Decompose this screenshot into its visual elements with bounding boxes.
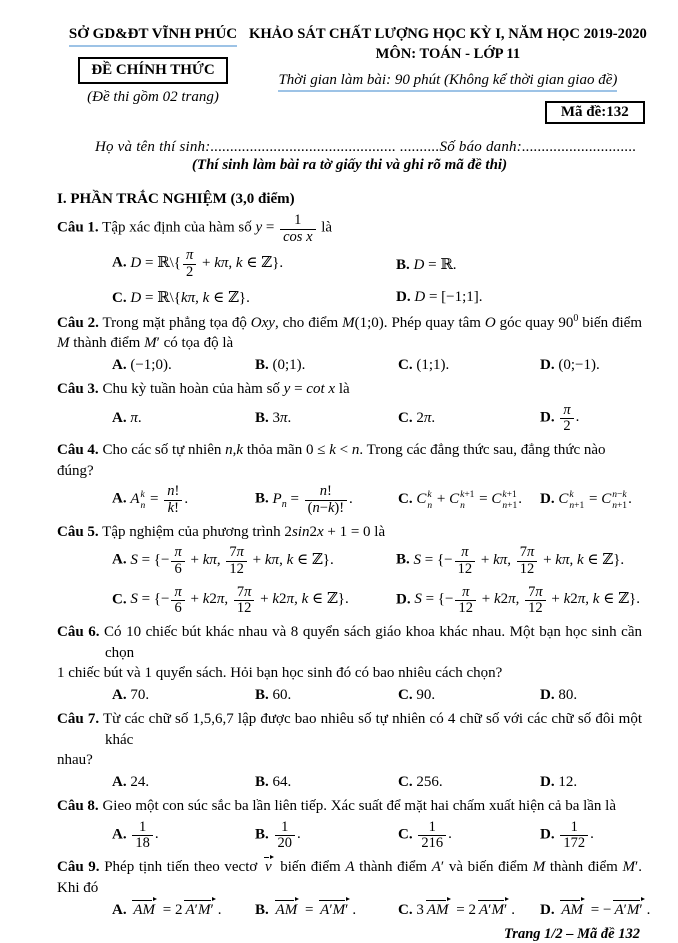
official-stamp-box-wrap xyxy=(57,47,249,84)
option-content: 24. xyxy=(130,774,150,791)
fraction: $\frac{\pi}{6}$ xyxy=(171,585,184,617)
vector-notation: A′M′ xyxy=(320,901,349,918)
question-block xyxy=(57,312,642,374)
question-line: Câu 5. Tập nghiệm của phương trình 2sin2x + 1 = 0 là xyxy=(57,523,386,540)
question-number: Câu 9. xyxy=(57,859,100,876)
option-label: C. xyxy=(398,826,413,843)
fraction: $\frac{1}{18}$ xyxy=(132,820,153,852)
option-content: D = ℝ. xyxy=(413,256,457,273)
option-label: A. xyxy=(112,491,127,508)
fraction: $\frac{n!}{(n-k)!}$ xyxy=(305,484,347,516)
answer-option xyxy=(255,357,398,374)
option-content: 64. xyxy=(272,774,292,791)
option-label: B. xyxy=(255,826,269,843)
option-content: (0;1). xyxy=(272,357,306,373)
answer-option xyxy=(398,410,540,427)
options-row xyxy=(57,248,642,306)
fraction: $\frac{\pi}{12}$ xyxy=(455,545,476,577)
question-number: Câu 8. xyxy=(57,798,99,815)
answer-option xyxy=(398,902,540,919)
question-number: Câu 7. xyxy=(57,711,100,728)
option-label: B. xyxy=(396,256,410,273)
option-content: 3π. xyxy=(272,410,292,427)
option-label: D. xyxy=(540,901,555,918)
option-content: $\frac{1}{216}$ . xyxy=(416,826,452,842)
page-footer: Trang 1/2 – Mã đề 132 xyxy=(503,925,640,942)
answer-option xyxy=(540,774,642,791)
question-block xyxy=(57,709,642,791)
answer-option xyxy=(398,774,540,791)
vector-notation: AM xyxy=(275,901,298,918)
option-label: D. xyxy=(540,774,555,791)
option-label: A. xyxy=(112,410,127,427)
section-title: I. PHẦN TRẮC NGHIỆM (3,0 điểm) xyxy=(57,191,295,207)
answer-option xyxy=(255,902,398,919)
sub-sup-indices: k n+1 xyxy=(569,489,585,511)
exam-header xyxy=(57,26,647,124)
fraction: $\frac{1}{20}$ xyxy=(275,820,296,852)
question-block xyxy=(57,796,642,852)
vector-notation: A′M′ xyxy=(478,901,508,918)
option-content: 90. xyxy=(416,687,436,704)
question-block xyxy=(57,857,651,918)
option-content: S = {− $\frac{\pi}{6}$ + kπ, $\frac{7\pi}{12}$ + kπ, k ∈ ℤ}. xyxy=(130,544,334,578)
question-number: Câu 4. xyxy=(57,442,99,458)
exam-code-row xyxy=(249,101,647,124)
option-label: B. xyxy=(255,774,269,791)
question-block xyxy=(57,213,642,307)
sub-sup-indices: k+1 n+1 xyxy=(502,489,518,511)
option-content: D = [−1;1]. xyxy=(414,288,483,305)
option-content: 12. xyxy=(558,774,578,791)
pages-note: (Đề thi gồm 02 trang) xyxy=(87,89,219,105)
question-line: nhau? xyxy=(57,752,93,769)
question-block xyxy=(57,379,642,435)
answer-option xyxy=(398,490,540,512)
option-content: D = ℝ\{ $\frac{\pi}{2}$ + kπ, k ∈ ℤ}. xyxy=(130,247,284,280)
answer-option xyxy=(255,687,398,704)
option-label: C. xyxy=(398,357,413,373)
answer-option xyxy=(396,545,642,577)
options-row xyxy=(57,545,642,617)
answer-option xyxy=(112,288,396,307)
exam-title: KHẢO SÁT CHẤT LƯỢNG HỌC KỲ I, NĂM HỌC 2019-2020 xyxy=(249,26,647,42)
answer-option xyxy=(112,585,396,617)
option-content: D = ℝ\{kπ, k ∈ ℤ}. xyxy=(130,289,250,306)
option-label: D. xyxy=(540,357,555,373)
option-label: D. xyxy=(540,409,555,426)
question-line: 1 chiếc bút và 1 quyển sách. Hỏi bạn học sinh đó có bao nhiêu cách chọn? xyxy=(57,665,503,682)
option-content: 3 AM = 2 A′M′ . xyxy=(416,901,515,918)
option-label: B. xyxy=(396,552,410,569)
option-content: 60. xyxy=(272,687,292,704)
question-line: Câu 7. Từ các chữ số 1,5,6,7 lập được bao nhiêu số tự nhiên có 4 chữ số với các chữ số đôi một xyxy=(57,711,642,728)
option-label: C. xyxy=(112,591,127,608)
option-label: B. xyxy=(255,687,269,704)
answer-option xyxy=(398,820,540,852)
sub-sup-indices: k n xyxy=(427,489,433,511)
option-label: A. xyxy=(112,774,127,791)
fraction: $\frac{\pi}{2}$ xyxy=(183,248,196,280)
option-content: S = {− $\frac{\pi}{12}$ + k2π, $\frac{7\pi}{12}$ + k2π, k ∈ ℤ}. xyxy=(414,583,640,617)
vector-notation: A′M′ xyxy=(614,901,643,918)
question-number: Câu 5. xyxy=(57,523,99,540)
sub-sup-indices: n−k n+1 xyxy=(612,489,628,511)
option-label: A. xyxy=(112,901,127,918)
fraction: $\frac{\pi}{12}$ xyxy=(455,585,476,617)
question-line: Khi đó xyxy=(57,879,99,896)
option-label: A. xyxy=(112,687,127,704)
option-label: A. xyxy=(112,357,127,373)
answer-option xyxy=(398,357,540,374)
options-row xyxy=(57,901,651,919)
question-line: Câu 1. Tập xác định của hàm số y = $\frac{1}{\text{cos x}}$ là xyxy=(57,212,333,245)
option-label: D. xyxy=(540,687,555,704)
options-row xyxy=(57,403,642,435)
options-row xyxy=(57,484,642,516)
option-label: C. xyxy=(112,289,127,306)
question-line: Câu 6. Có 10 chiếc bút khác nhau và 8 quyển sách giáo khoa khác nhau. Một bạn học sinh cần xyxy=(57,624,642,640)
answer-option xyxy=(255,774,398,791)
answer-option xyxy=(255,410,398,427)
fraction: $\frac{7\pi}{12}$ xyxy=(234,585,255,617)
option-content: (0;−1). xyxy=(558,357,600,373)
header-right-column xyxy=(249,26,647,124)
sub-sup-indices: k n xyxy=(140,489,146,511)
question-number: Câu 6. xyxy=(57,624,100,640)
instruction-note: (Thí sinh làm bài ra tờ giấy thi và ghi rõ mã đề thi) xyxy=(191,157,508,173)
options-row xyxy=(57,774,642,791)
option-content: (1;1). xyxy=(416,357,450,373)
answer-option xyxy=(396,585,642,617)
duration-note: Thời gian làm bài: 90 phút (Không kể thời gian giao đề) xyxy=(278,72,617,92)
option-content: 2π. xyxy=(416,410,436,427)
sub-sup-indices: k+1 n xyxy=(460,489,475,511)
exam-code-box: Mã đề:132 xyxy=(545,101,645,124)
answer-option xyxy=(540,687,642,704)
fraction: $\frac{n!}{k!}$ xyxy=(164,484,182,516)
option-content: AM = − A′M′ . xyxy=(561,901,651,918)
answer-option xyxy=(255,820,398,852)
question-number: Câu 2. xyxy=(57,314,99,331)
vector-notation: AM xyxy=(133,901,156,918)
option-content: $\frac{\pi}{2}$ . xyxy=(558,409,579,425)
answer-option xyxy=(540,403,642,435)
option-content: π. xyxy=(130,410,142,427)
option-content: $\frac{1}{20}$ . xyxy=(273,826,301,842)
vector-notation: AM xyxy=(426,901,449,918)
options-row xyxy=(57,820,642,852)
question-number: Câu 3. xyxy=(57,381,99,397)
question-line: Câu 4. Cho các số tự nhiên n,k thỏa mãn 0 ≤ k < n. Trong các đẳng thức sau, đẳng thức nào đúng? xyxy=(57,442,606,479)
options-row xyxy=(57,687,642,704)
question-line: Câu 9. Phép tịnh tiến theo vectơ v biến điểm A thành điểm A′ và biến điểm M thành điểm M′. xyxy=(57,859,642,876)
answer-option xyxy=(396,289,642,306)
fraction: $\frac{7\pi}{12}$ xyxy=(525,585,546,617)
option-content: AM = A′M′ . xyxy=(275,901,357,918)
option-content: S = {− $\frac{\pi}{12}$ + kπ, $\frac{7\pi}{12}$ + kπ, k ∈ ℤ}. xyxy=(413,544,625,578)
option-label: B. xyxy=(255,491,269,508)
option-content: S = {− $\frac{\pi}{6}$ + k2π, $\frac{7\pi}{12}$ + k2π, k ∈ ℤ}. xyxy=(130,583,349,617)
option-label: C. xyxy=(398,687,413,704)
option-label: C. xyxy=(398,774,413,791)
fraction: $\frac{1}{\text{cos x}}$ xyxy=(280,213,315,245)
option-content: 256. xyxy=(416,774,443,791)
answer-option xyxy=(540,820,642,852)
option-content: A k n = $\frac{n!}{k!}$ . xyxy=(130,483,189,517)
option-label: C. xyxy=(398,490,413,507)
answer-option xyxy=(396,255,642,274)
option-content: (−1;0). xyxy=(130,357,172,373)
question-line: Câu 3. Chu kỳ tuần hoàn của hàm số y = cot x là xyxy=(57,381,350,397)
option-content: 70. xyxy=(130,687,150,704)
option-label: D. xyxy=(396,591,411,608)
fraction: $\frac{1}{172}$ xyxy=(560,820,588,852)
option-content: C k n+1 = C n−k n+1 . xyxy=(558,489,632,511)
question-block xyxy=(57,622,642,704)
option-label: A. xyxy=(112,552,127,569)
answer-option xyxy=(112,357,255,374)
option-label: D. xyxy=(396,288,411,305)
option-content: AM = 2 A′M′ . xyxy=(133,901,222,918)
question-block xyxy=(57,440,642,517)
question-line: Câu 8. Gieo một con súc sắc ba lần liên tiếp. Xác suất để mặt hai chấm xuất hiện cả ba lần là xyxy=(57,798,616,815)
fraction: $\frac{1}{216}$ xyxy=(418,820,446,852)
question-number: Câu 1. xyxy=(57,219,99,236)
vector-notation: A′M′ xyxy=(185,901,214,918)
option-content: $\frac{1}{172}$ . xyxy=(558,826,594,842)
option-label: B. xyxy=(255,357,269,373)
question-line: khác xyxy=(105,731,134,748)
question-block xyxy=(57,522,642,617)
answer-option xyxy=(112,902,255,919)
answer-option xyxy=(112,410,255,427)
subject-line: MÔN: TOÁN - LỚP 11 xyxy=(375,46,521,62)
question-line: M thành điểm M′ có tọa độ là xyxy=(57,335,234,352)
answer-option xyxy=(112,687,255,704)
option-label: D. xyxy=(540,490,555,507)
fraction: $\frac{7\pi}{12}$ xyxy=(517,545,538,577)
answer-option xyxy=(112,484,255,516)
answer-option xyxy=(112,248,396,280)
option-label: B. xyxy=(255,410,269,427)
option-label: C. xyxy=(398,901,413,918)
vector-notation: AM xyxy=(561,901,584,918)
option-label: B. xyxy=(255,901,269,918)
answer-option xyxy=(398,687,540,704)
option-content: 80. xyxy=(558,687,578,704)
vector-notation: v xyxy=(264,859,272,876)
answer-option xyxy=(112,774,255,791)
answer-option xyxy=(540,357,642,374)
option-content: $\frac{1}{18}$ . xyxy=(130,826,158,842)
fraction: $\frac{\pi}{2}$ xyxy=(560,403,573,435)
header-left-column xyxy=(57,26,249,124)
question-line: Câu 2. Trong mặt phẳng tọa độ Oxy, cho điểm M(1;0). Phép quay tâm O góc quay $90^0$ biến điểm xyxy=(57,312,642,331)
student-name-line: Họ và tên thí sinh:............................................... ..........Số báo danh:............................. xyxy=(95,139,637,155)
answer-option xyxy=(112,545,396,577)
option-label: C. xyxy=(398,410,413,427)
answer-option xyxy=(540,490,642,512)
answer-option xyxy=(255,484,398,516)
question-line: chọn xyxy=(105,644,135,661)
fraction: $\frac{\pi}{6}$ xyxy=(171,545,184,577)
option-label: A. xyxy=(112,826,127,843)
option-label: D. xyxy=(540,826,555,843)
answer-option xyxy=(112,820,255,852)
option-label: A. xyxy=(112,254,127,271)
option-content: $P_n$ = $\frac{n!}{(n-k)!}$ . xyxy=(272,483,353,517)
questions-list xyxy=(57,212,651,919)
answer-option xyxy=(540,902,650,919)
option-content: C k n + C k+1 n = C k+1 n+1 . xyxy=(416,489,523,511)
official-stamp-box: ĐỀ CHÍNH THỨC xyxy=(78,57,227,84)
fraction: $\frac{7\pi}{12}$ xyxy=(226,545,247,577)
options-row xyxy=(57,357,642,374)
department-name: SỞ GD&ĐT VĨNH PHÚC xyxy=(69,26,237,47)
